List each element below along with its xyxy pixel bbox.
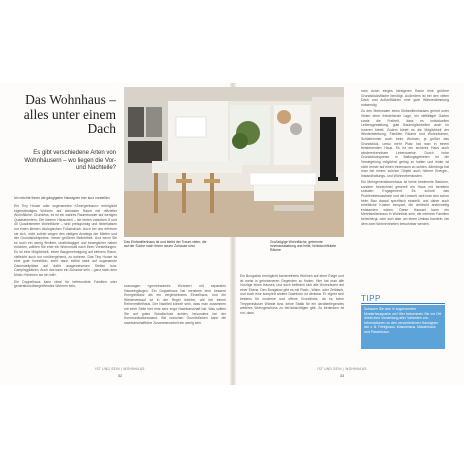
text-column-2 xyxy=(124,284,226,364)
footer-left: IST UND SEIN | WOHNHAUS xyxy=(95,367,145,371)
paragraph-bungalow: Ein Bungalow ermöglicht barrierefreies Wohnen auf einer Etage und ist meist in gehobeneren Gegenden zu finden. Hier hat man alle Vorzüge eines Hauses, und doch befinden sich alle Wohnräume auf einer Ebene. Den Bungalow gibt es mit Flach-, Walm- oder Zeltdach, und auch eine komplett andere Dachform ist denkbar. Er eignet sich bestens für moderne und offene Grundrisse, da es keine Treppenhäuser Wände bzw. keine Statik für ein darüberliegendes weiteres Wohngeschoss zu berücksichtigen gibt. Zu bedenken ist nur, dass xyxy=(240,274,344,315)
footer-right: IST UND SEIN | WOHNHAUS xyxy=(317,367,367,371)
page-number-right: 33 xyxy=(339,373,345,378)
photo-caption-right: Großzügige Wohnfläche, getrennte innenausstattung und helle, lichtdurchflutete Räume xyxy=(270,240,337,253)
tipp-heading: TIPP xyxy=(361,294,381,303)
text-column-4 xyxy=(361,89,449,285)
tipp-divider xyxy=(361,303,445,304)
page-number-left: 32 xyxy=(117,373,123,378)
interior-photo-illustration xyxy=(124,87,344,237)
paragraph-einfamilienhaus: Zu den Merkmalen eines Einfamilienhauses gehört unter Vielen einer freistehende Lage, ein vielfältiger Garten sowie die Freiheit, dass es individuellen Lebensgestaltung, gute Baumöglichkeiten auch im Inneren bietet. Zudem bietet es die Möglichkeit der Wiederbelebung, Familien Räume und Wohnräumen, Schlafzimmer auch beim Wohnen, je größer das Grundstück, umso mehr Platz hat man in einem freistehenden Haus. Es ist ein sicheres Haus auch wiedererkennbare Lebensweise. Durch hohe Grundstückspreise in Ballungsgebieten ist die Versiegelung möglichst gering zu halten und leider ist nicht immer auf einen Innenraum zu achten. Allerdings hat man bei einem solchen Objekt auch höhere Energie-, Instandhaltungs- und Wohnnebenkosten. xyxy=(361,109,449,178)
article-subtitle: Es gibt verschiedene Arten von Wohnhäusern – wo liegen die Vor- und Nachteile? xyxy=(24,150,116,171)
article-lead: Ich möchte Ihnen die gängigsten Haustypen hier kurz vorstellen. xyxy=(14,196,111,200)
photo-caption-left: Das Einfamilienhaus ist und bleibt der Traum vieler, die auf der Suche nach ihrem neuen Zuhause sind. xyxy=(124,240,207,249)
text-column-1 xyxy=(14,204,117,364)
paragraph-tiny-house: Ein Tiny House oder sogenanntes »Zwergenhaus« ermöglicht eigenständiges Wohnen auf kleinstem Raum mit offizieller Wohnfläche. Grundriss, es ist ein wahres Raumwunder auf wenigen Quadratmetern. Die kleinen Häuschen – sie bieten zwischen 8 und 40 Quadratmeter Wohnfläche – sind preisgünstig und hinterlassen nur einen kleinen ökologischen Fußabdruck. Auch bei uns erfreuen sie sich, nicht zuletzt wegen des stetigen Anstiegs der Mieten und der Grundstückspreise, immer größerer Beliebtheit. Und wenn Sie es noch ein wenig flexibler, unabhängiger und beweglicher haben möchten, wählen Sie eher ein Wohnmobil nach Ihren Vorstellungen. Es ist eine Möglichkeit, einen Baugenehmigung auf kleinem Raum, vielleicht auch nur vorübergehend, zu wohnen. Das Tiny House ist eine gute Investition, steht dann selbst stark auf sogenannte Dauerstellplätze auf dafür ausgewiesenen Stellen bzw. Campingplätzen. Auch das kann ein Zuhause sein – ganz nach dem Motto »Wohnen wo ich will«. xyxy=(14,204,117,277)
paragraph-doppelhaus: Ein Doppelhaus kann ideal für befreundete Familien oder generationsübergreifendes Wohnen sein, xyxy=(14,279,117,289)
paragraph-bungalow-cont: man durch einges hiesigeren Raum eine größere Grundstücksfläche benötigt. Außerdem ist bei den vielen Dach und Außenflächen eine gute Wärmedämmung notwendig. xyxy=(361,89,449,107)
interior-photo xyxy=(124,87,344,237)
article-title: Das Wohnhaus – alles unter einem Dach xyxy=(23,92,116,136)
paragraph-mehrgenerationenhaus: Ein Mehrgenerationenhaus ist keine bestimmte Bauform, sondern bezeichnet generell ein Haus mit bereitem sozialen Engagement. Es schont das Problembewusstsein und die Umwelt, weil man sich schon beim Bau darauf spezifisch einstellt, und daher auch erhebliche Kosten einspart, die vielleicht anderweitig entstanden wären. Diese Hausart kann ein Mehrfamilienhaus in Wohnlinie sein, die mehrere Familien beherbergt, oder sich aber um einen Umbau handeln, bei dem zwei Wohneinheiten bewohnbar werden. xyxy=(361,180,449,226)
tipp-box: Schauen Sie sich in sogenannten Musterhausparks um! Hier bekommen Sie vor Ort direkt eine Vorstellung aller Varianten von Informationen zu den verschiedenen Haustypen wie z. B. Fertighaus, Massivhaus, Massivhaus und Passivhaus. xyxy=(361,305,445,349)
text-column-3 xyxy=(240,274,344,364)
paragraph-doppelhaus-cont: sozusagen »gemeinsames Wohnen« mit separaten Hauseingängen. Ein Doppelhaus hat meistens eine bessere Energiebilanz als ein vergleichbares Einzelhaus, und ein Wiederverkauf ist in der Regel leichter, wie bei einem Reihenmittelhaus. Der Nachteil könnte sein, dass man zusammen mit einer Seite hier eine sehr enge Nachbarschaft hat. Was sollten Sie auf gutes Schallschutz achten, besonders bei der Kommunikationswand. Bei manchen Grundstücken kann die nachbarschaftliche Zusammenarbeit ein wenig sein. xyxy=(124,284,226,325)
